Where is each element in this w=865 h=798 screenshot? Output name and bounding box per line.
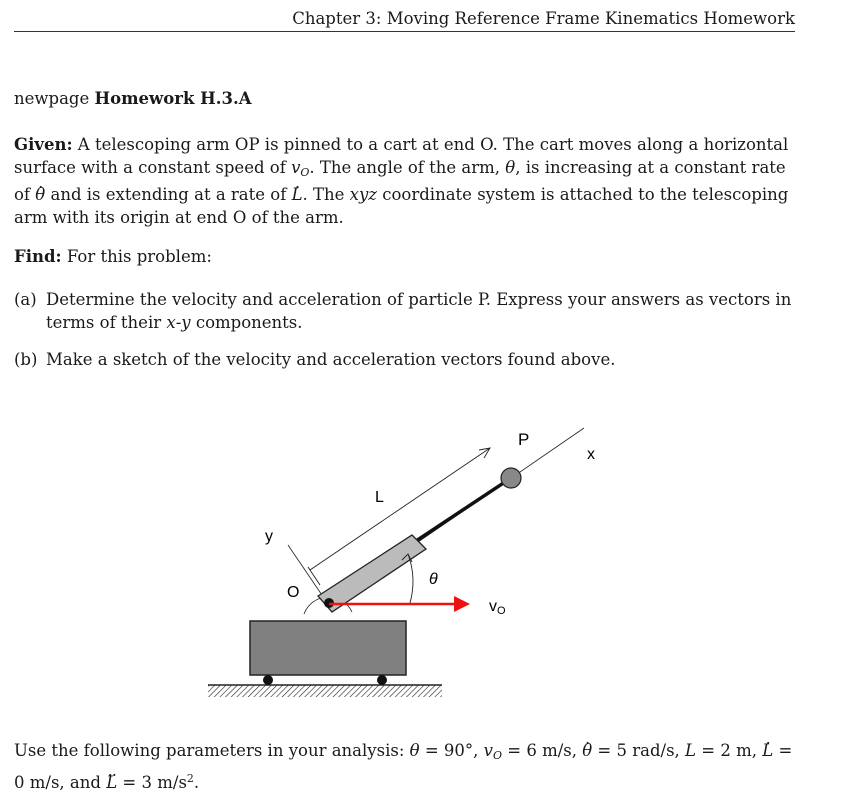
params-end: . (193, 772, 200, 792)
list-item-a: (a) Determine the velocity and acceleration of particle P. Express your answers as vectors in terms of their x-y components. (14, 290, 792, 332)
velocity-arrowhead (454, 596, 470, 612)
param-thetadot-symbol: . θ (582, 740, 592, 763)
param-thetadot-value: = 5 rad/s, (597, 741, 680, 760)
params-intro: Use the following parameters in your analysis: (14, 741, 405, 760)
cart-wheel-right (377, 675, 387, 685)
param-L-value: = 2 m, (701, 741, 757, 760)
param-Ldot-symbol: . L (762, 740, 773, 763)
param-v0-value: = 6 m/s, (507, 741, 577, 760)
param-Ldot-value: = 0 (14, 741, 793, 792)
param-L-symbol: L (685, 741, 697, 760)
cart-wheel-left (263, 675, 273, 685)
ground-hatch (208, 685, 442, 697)
param-v0-symbol: $v_O$ (483, 741, 502, 762)
given-text-1: A telescoping arm OP is pinned to a cart at end O. The cart moves along a horizontal surface with a constant speed of (14, 135, 789, 177)
theta-dot-symbol: . θ (35, 184, 45, 207)
given-text-5: . The (302, 185, 345, 205)
given-text-6: coordinate system is attached to the telescoping arm with its origin at end O of the arm. (14, 185, 789, 227)
item-a-label: (a) (14, 290, 37, 309)
label-y: y (265, 528, 273, 545)
L-dot-symbol: . L (292, 184, 303, 207)
label-v0: vO (489, 598, 506, 617)
param-Lddot-value: = 3 m/s (122, 772, 187, 792)
params-line2-start: m/s, and (29, 772, 101, 792)
arm-sleeve (318, 535, 426, 612)
chapter-title: Chapter 3: Moving Reference Frame Kinematics Homework (292, 9, 795, 28)
label-theta: θ (429, 571, 438, 588)
arm-rod (410, 478, 511, 545)
find-text: For this problem: (66, 247, 212, 266)
parameters-paragraph (14, 740, 796, 794)
param-theta-value: = 90°, (424, 741, 479, 760)
given-label: Given: (14, 135, 73, 154)
label-O: O (287, 584, 300, 601)
newpage-text: newpage (14, 89, 90, 108)
squared-exponent: 2 (186, 771, 194, 785)
item-b-label: (b) (14, 350, 38, 369)
label-L: L (375, 489, 384, 506)
theta-symbol: θ (505, 157, 516, 177)
xyz-symbol: xyz (349, 185, 377, 205)
given-text-3: , is increasing at a constant rate of (14, 157, 786, 205)
v0-symbol: $v_O$ (291, 157, 310, 179)
L-dim-tick (308, 567, 320, 585)
item-a-text: Determine the velocity and acceleration of particle P. Express your answers as vectors in terms of their (46, 290, 792, 332)
homework-title: Homework H.3.A (94, 89, 252, 108)
param-Lddot-symbol: .. L (106, 772, 117, 795)
item-b-text: Make a sketch of the velocity and acceleration vectors found above. (46, 350, 616, 369)
param-theta-symbol: θ (409, 741, 420, 760)
cart-body (250, 621, 406, 675)
label-P: P (518, 430, 530, 449)
x-symbol: x (166, 312, 176, 332)
given-text-4: and is extending at a rate of (50, 185, 287, 205)
label-x: x (587, 446, 595, 463)
y-symbol: y (181, 312, 191, 332)
particle-P (501, 468, 521, 488)
given-text-2: . The angle of the arm, (309, 157, 501, 177)
find-label: Find: (14, 247, 62, 266)
item-a-text-2: components. (195, 312, 303, 332)
